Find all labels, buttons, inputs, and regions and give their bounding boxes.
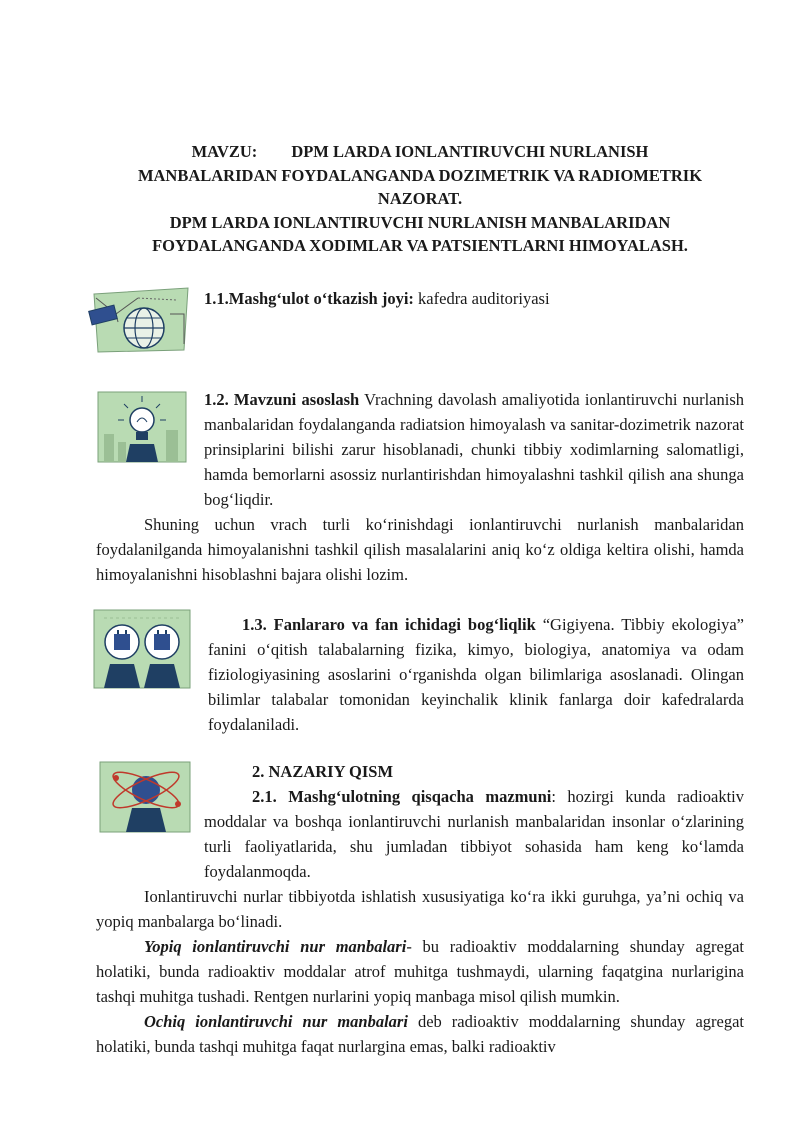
section-2-para2: Ionlantiruvchi nurlar tibbiyotda ishlatish xususiyatiga ko‘ra ikki guruhga, ya’ni ochiq va yopiq manbalarga bo‘linadi.: [96, 887, 744, 931]
section-1-1-text: kafedra auditoriyasi: [413, 289, 550, 308]
title-line-4: DPM LARDA IONLANTIRUVCHI NURLANISH MANBALARIDAN: [169, 212, 671, 232]
closed-source-term: Yopiq ionlantiruvchi nur manbalari: [144, 937, 407, 956]
title-line-1: [96, 140, 744, 164]
open-source-definition: deb radioaktiv moddalarning shunday agregat holatiki, bunda tashqi muhitga faqat nurlargina emas, balki radioaktiv: [96, 1012, 744, 1056]
title-line-5: FOYDALANGANDA XODIMLAR VA PATSIENTLARNI HIMOYALASH.: [152, 236, 688, 255]
section-2-para3: [96, 934, 744, 1009]
section-1-2: [96, 387, 744, 512]
title-line-3: NAZORAT.: [377, 189, 463, 208]
section-2-body: [96, 884, 744, 1059]
section-2-heading: 2. NAZARIY QISM: [252, 762, 394, 781]
open-source-term: Ochiq ionlantiruvchi nur manbalari: [144, 1012, 408, 1031]
section-1-3-text: “Gigiyena. Tibbiy ekologiya” fanini o‘qitish talabalarning fizika, kimyo, biologiya, anatomiya va odam fiziologiyasining asoslarini o‘rganishda olgan bilimlariga asoslanadi. Olingan bilimlar talabalar tomonidan keyinchalik klinik fanlarga doir kafedralarda foydalaniladi.: [208, 615, 744, 734]
section-1-3-label: 1.3. Fanlararo va fan ichidagi bog‘liqlik: [242, 615, 536, 634]
section-2-1-text: : hozirgi kunda radioaktiv moddalar va boshqa ionlantiruvchi nurlanish manbalaridan insonlar o‘zlarining turli faoliyatlarida, shu jumladan tibbiyot sohasida ham keng ko‘lamda foydalanmoqda.: [204, 787, 744, 881]
page-title: [96, 140, 744, 258]
section-1-1-label: 1.1.Mashg‘ulot o‘tkazish joyi:: [204, 289, 414, 308]
globe-icon: [86, 284, 192, 356]
section-1-3: [96, 612, 744, 737]
section-1-2-label: 1.2. Mavzuni asoslash: [204, 390, 360, 409]
section-2: [96, 759, 744, 884]
section-1-1: [204, 286, 744, 311]
title-line-2: MANBALARIDAN FOYDALANGANDA DOZIMETRIK VA RADIOMETRIK: [137, 165, 703, 185]
section-2-1-label: 2.1. Mashg‘ulotning qisqacha mazmuni: [252, 787, 552, 806]
section-1-2-para2: [96, 512, 744, 587]
section-2-para4: [96, 1009, 744, 1059]
title-prefix: MAVZU:: [191, 142, 258, 161]
section-1-2-text: Vrachning davolash amaliyotida ionlantiruvchi nurlanish manbalaridan foydalanganda radiatsion himoyalash va sanitar-dozimetrik nazorat prinsiplarini bilishi zarur hisoblanadi, chunki tibbiy xodimlarning salomatligi, hamda bemorlarni asossiz nurlantirishdan himoyalashni tashkil qilish ana shunga bog‘liqdir.: [204, 390, 745, 509]
section-1-2-para2-text: Shuning uchun vrach turli ko‘rinishdagi ionlantiruvchi nurlanish manbalaridan foydalanilganda himoyalanishni tashkil qilish masalalarini aniq ko‘z oldiga keltira olishi, hamda himoyalanishni hisoblashni bajara olishi lozim.: [96, 515, 744, 584]
title-line-1-text: DPM LARDA IONLANTIRUVCHI NURLANISH: [291, 142, 649, 161]
closed-source-definition: - bu radioaktiv moddalarning shunday agregat holatiki, bunda radioaktiv moddalar atrof muhitga tushmaydi, ularning faqatgina nurlarigina tashqi muhitga tushadi. Rentgen nurlarini yopiq manbaga misol qilish mumkin.: [96, 937, 745, 1006]
